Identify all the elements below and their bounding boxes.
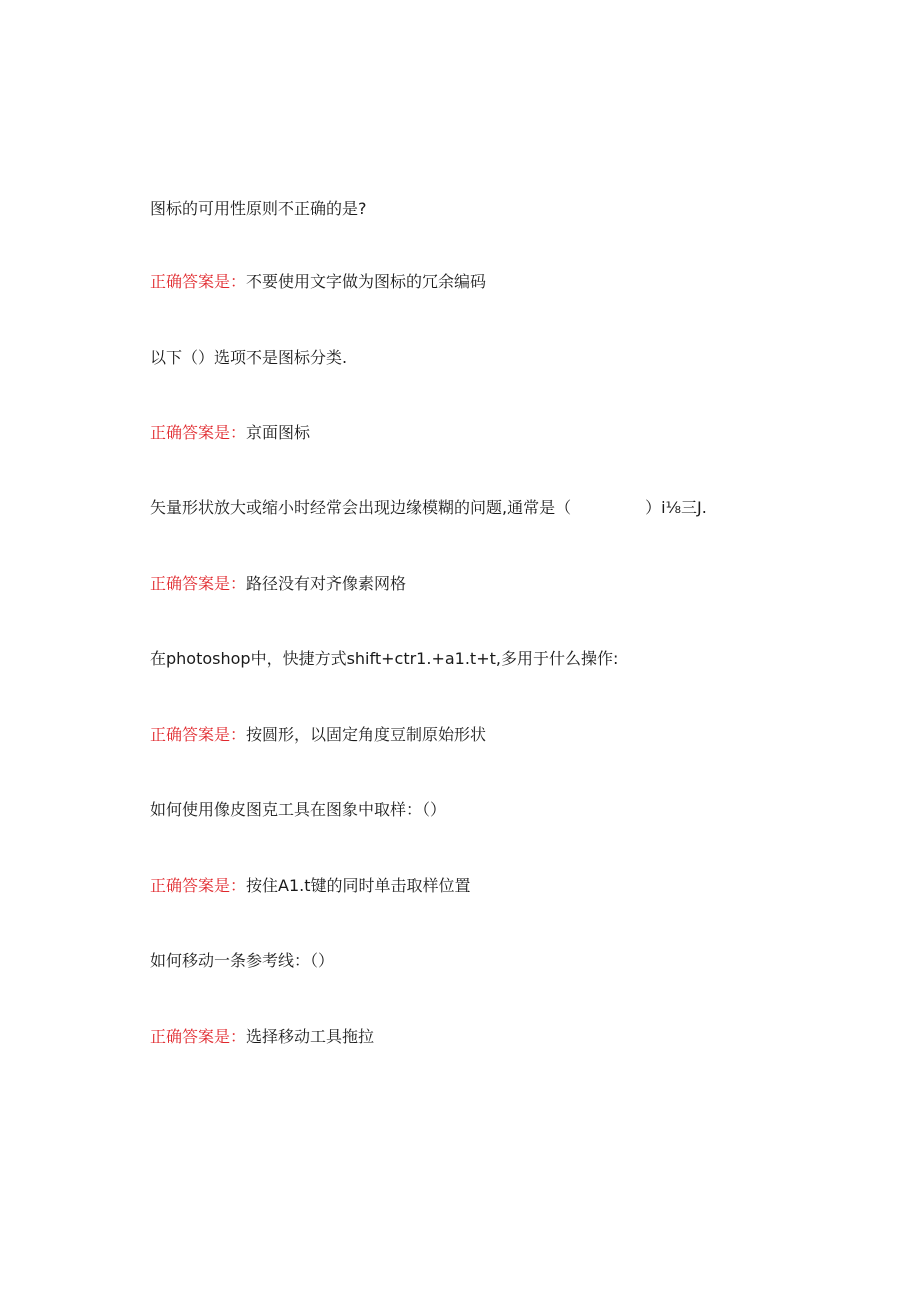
- question-2: [150, 347, 860, 369]
- question-5: [150, 799, 860, 821]
- answer-text: 京面图标: [246, 423, 311, 442]
- answer-5: [150, 875, 860, 897]
- answer-label: 正确答案是：: [150, 574, 247, 593]
- answer-text: 选择移动工具拖拉: [246, 1027, 375, 1046]
- answer-4: [150, 724, 860, 746]
- question-text: 如何移动一条参考线：（）: [150, 951, 335, 970]
- answer-3: [150, 573, 860, 595]
- question-1: [150, 198, 860, 220]
- answer-text: 不要使用文字做为图标的冗余编码: [246, 272, 487, 291]
- answer-label: 正确答案是：: [150, 1027, 247, 1046]
- answer-text: 路径没有对齐像素网格: [246, 574, 407, 593]
- question-3: [150, 497, 860, 519]
- answer-2: [150, 422, 860, 444]
- answer-1: [150, 271, 860, 293]
- answer-label: 正确答案是：: [150, 725, 247, 744]
- question-6: [150, 950, 860, 972]
- question-text-part1: 矢量形状放大或缩小时经常会出现边缘模糊的问题,通常是（: [150, 498, 572, 517]
- answer-text: 按住A1.t键的同时单击取样位置: [246, 876, 471, 895]
- question-text: 图标的可用性原则不正确的是?: [150, 199, 367, 218]
- answer-text: 按圆形，以固定角度豆制原始形状: [246, 725, 487, 744]
- question-text: 如何使用像皮图克工具在图象中取样：（）: [150, 800, 447, 819]
- answer-label: 正确答案是：: [150, 272, 247, 291]
- question-text-part2: ）i⅛三J.: [645, 498, 707, 517]
- answer-label: 正确答案是：: [150, 423, 247, 442]
- question-text: 在photoshop中，快捷方式shift+ctr1.+a1.t+t,多用于什么操作:: [150, 649, 619, 668]
- question-text: 以下（）选项不是图标分类.: [150, 348, 348, 367]
- answer-label: 正确答案是：: [150, 876, 247, 895]
- question-4: [150, 648, 860, 670]
- answer-6: [150, 1026, 860, 1048]
